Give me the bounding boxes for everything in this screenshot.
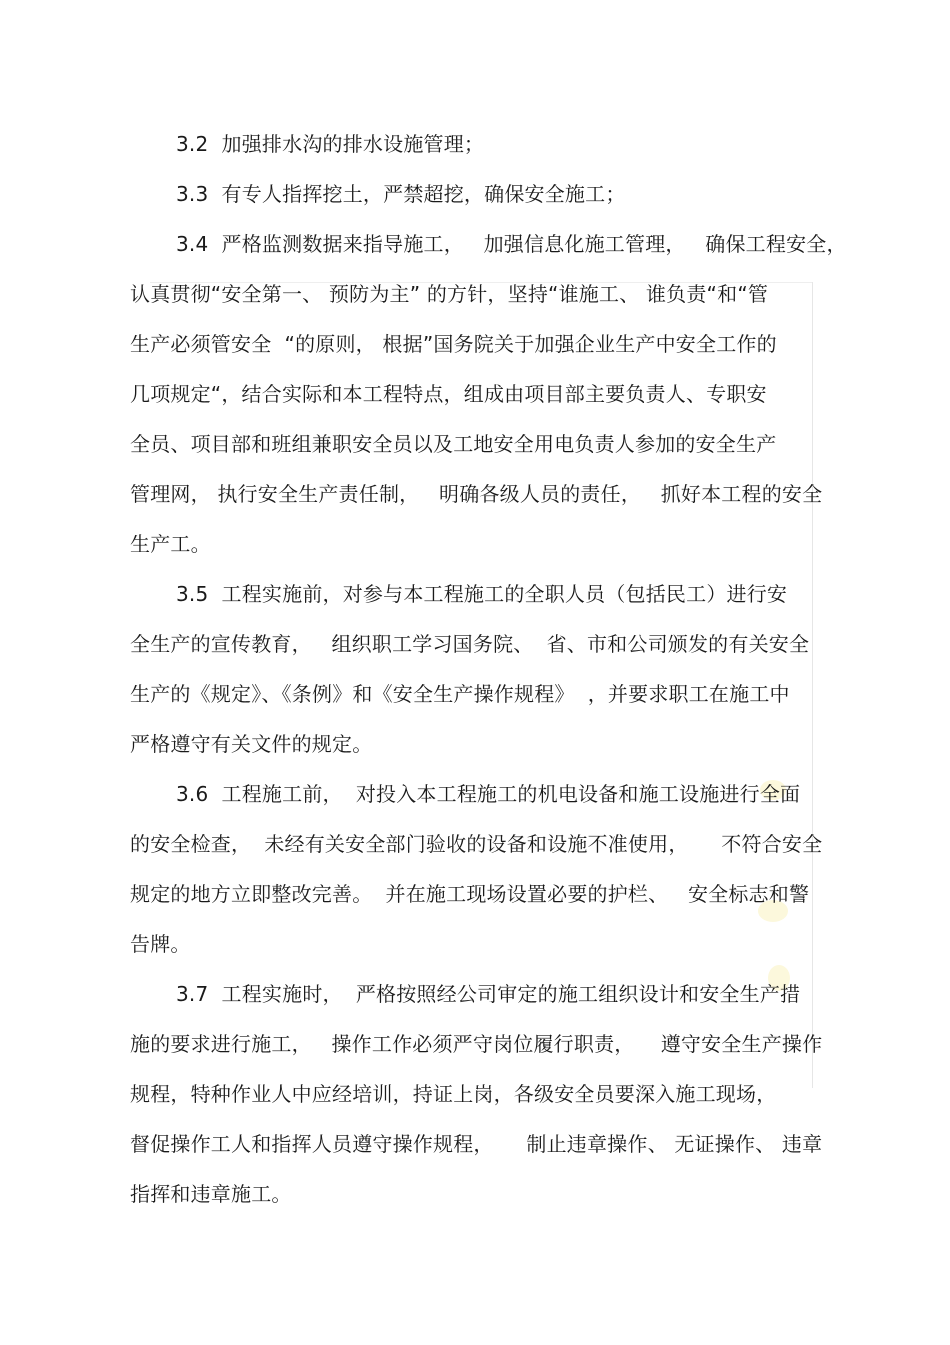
text-line: 规定的地方立即整改完善。 并在施工现场设置必要的护栏、 安全标志和警 — [130, 882, 810, 906]
text-line: 3.7 工程实施时， 严格按照经公司审定的施工组织设计和安全生产措 — [176, 982, 801, 1006]
text-line: 3.5 工程实施前，对参与本工程施工的全职人员（包括民工）进行安 — [176, 582, 788, 606]
text-line: 告牌。 — [130, 932, 191, 956]
text-line: 严格遵守有关文件的规定。 — [130, 732, 373, 756]
text-line: 3.3 有专人指挥挖土，严禁超挖，确保安全施工； — [176, 182, 626, 206]
text-line: 督促操作工人和指挥人员遵守操作规程， 制止违章操作、 无证操作、 违章 — [130, 1132, 823, 1156]
text-line: 生产必须管安全 “的原则， 根据”国务院关于加强企业生产中安全工作的 — [130, 332, 777, 356]
text-line: 认真贯彻“安全第一、 预防为主” 的方针，坚持“谁施工、 谁负责“和“管 — [130, 282, 769, 306]
text-line: 3.2 加强排水沟的排水设施管理； — [176, 132, 485, 156]
text-line: 指挥和违章施工。 — [130, 1182, 292, 1206]
text-line: 生产工。 — [130, 532, 211, 556]
text-line: 3.4 严格监测数据来指导施工， 加强信息化施工管理， 确保工程安全， — [176, 232, 847, 256]
text-line: 全员、项目部和班组兼职安全员以及工地安全用电负责人参加的安全生产 — [130, 432, 777, 456]
text-line: 全生产的宣传教育， 组织职工学习国务院、 省、市和公司颁发的有关安全 — [130, 632, 810, 656]
text-line: 生产的《规定》、《条例》和《安全生产操作规程》 ，并要求职工在施工中 — [130, 682, 790, 706]
text-line: 几项规定“，结合实际和本工程特点，组成由项目部主要负责人、专职安 — [130, 382, 767, 406]
text-line: 管理网， 执行安全生产责任制， 明确各级人员的责任， 抓好本工程的安全 — [130, 482, 823, 506]
text-line: 规程，特种作业人中应经培训，持证上岗，各级安全员要深入施工现场， — [130, 1082, 777, 1106]
text-line: 3.6 工程施工前， 对投入本工程施工的机电设备和施工设施进行全面 — [176, 782, 801, 806]
text-line: 施的要求进行施工， 操作工作必须严守岗位履行职责， 遵守安全生产操作 — [130, 1032, 823, 1056]
page-frame-right — [812, 282, 813, 1088]
text-line: 的安全检查， 未经有关安全部门验收的设备和设施不准使用， 不符合安全 — [130, 832, 823, 856]
